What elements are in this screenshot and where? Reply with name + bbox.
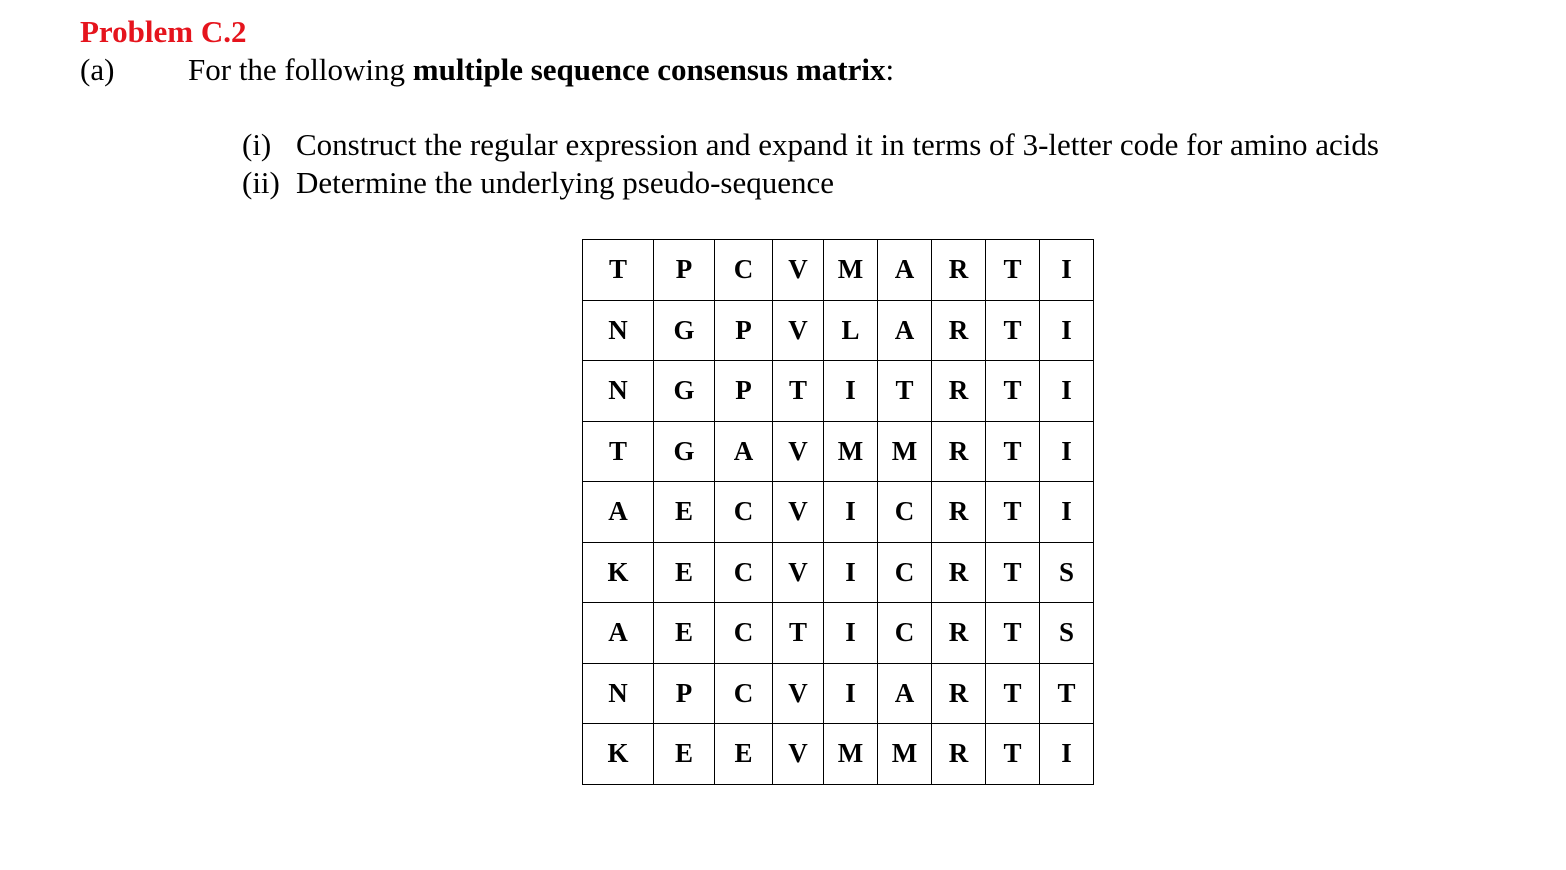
matrix-cell: V: [773, 724, 824, 785]
matrix-row: [583, 361, 1094, 422]
matrix-cell: T: [986, 240, 1040, 301]
matrix-cell: E: [715, 724, 773, 785]
matrix-cell: P: [654, 240, 715, 301]
matrix-cell: S: [1040, 603, 1094, 664]
matrix-cell: E: [654, 542, 715, 603]
matrix-cell: L: [824, 300, 878, 361]
matrix-cell: C: [715, 240, 773, 301]
matrix-cell: V: [773, 421, 824, 482]
matrix-cell: P: [715, 361, 773, 422]
matrix-cell: I: [1040, 421, 1094, 482]
matrix-cell: N: [583, 300, 654, 361]
matrix-cell: I: [824, 663, 878, 724]
matrix-row: [583, 603, 1094, 664]
matrix-cell: N: [583, 663, 654, 724]
matrix-cell: I: [824, 361, 878, 422]
subitem-text: Construct the regular expression and expand it in terms of 3-letter code for amino acids: [296, 127, 1379, 162]
matrix-cell: G: [654, 300, 715, 361]
matrix-cell: R: [932, 421, 986, 482]
matrix-row: [583, 240, 1094, 301]
matrix-cell: R: [932, 663, 986, 724]
matrix-cell: T: [773, 603, 824, 664]
matrix-row: [583, 300, 1094, 361]
matrix-cell: T: [583, 421, 654, 482]
subitem-number: (ii): [242, 165, 280, 200]
matrix-row: [583, 421, 1094, 482]
matrix-cell: R: [932, 603, 986, 664]
matrix-cell: N: [583, 361, 654, 422]
matrix-cell: T: [878, 361, 932, 422]
matrix-cell: T: [986, 300, 1040, 361]
part-instruction-prefix: For the following: [188, 52, 413, 87]
matrix-cell: A: [878, 300, 932, 361]
matrix-cell: C: [878, 603, 932, 664]
matrix-cell: R: [932, 482, 986, 543]
matrix-cell: C: [715, 482, 773, 543]
matrix-cell: A: [583, 603, 654, 664]
matrix-row: [583, 663, 1094, 724]
matrix-cell: I: [1040, 482, 1094, 543]
matrix-cell: P: [715, 300, 773, 361]
matrix-row: [583, 724, 1094, 785]
matrix-cell: T: [986, 603, 1040, 664]
matrix-cell: T: [773, 361, 824, 422]
matrix-cell: I: [1040, 361, 1094, 422]
matrix-cell: I: [1040, 240, 1094, 301]
subitem-ii: [242, 165, 834, 201]
matrix-cell: R: [932, 724, 986, 785]
matrix-cell: E: [654, 724, 715, 785]
matrix-cell: T: [986, 482, 1040, 543]
matrix-row: [583, 542, 1094, 603]
matrix-cell: C: [715, 542, 773, 603]
matrix-cell: A: [715, 421, 773, 482]
matrix-row: [583, 482, 1094, 543]
matrix-cell: V: [773, 482, 824, 543]
matrix-cell: C: [878, 542, 932, 603]
matrix-cell: T: [986, 361, 1040, 422]
matrix-cell: M: [824, 421, 878, 482]
matrix-cell: I: [1040, 300, 1094, 361]
matrix-cell: T: [986, 421, 1040, 482]
matrix-cell: R: [932, 300, 986, 361]
matrix-cell: R: [932, 240, 986, 301]
matrix-cell: V: [773, 663, 824, 724]
subitem-text: Determine the underlying pseudo-sequence: [296, 165, 835, 200]
matrix-cell: V: [773, 542, 824, 603]
matrix-cell: M: [878, 724, 932, 785]
matrix-cell: P: [654, 663, 715, 724]
part-label: (a): [80, 52, 115, 87]
matrix-body: [583, 240, 1094, 785]
problem-title: Problem C.2: [80, 14, 247, 49]
matrix-cell: M: [824, 724, 878, 785]
matrix-cell: E: [654, 482, 715, 543]
matrix-cell: A: [878, 663, 932, 724]
matrix-cell: A: [583, 482, 654, 543]
matrix-cell: I: [824, 603, 878, 664]
matrix-cell: E: [654, 603, 715, 664]
part-instruction-bold: multiple sequence consensus matrix: [412, 52, 886, 87]
consensus-matrix: [582, 239, 1094, 785]
matrix-cell: I: [824, 542, 878, 603]
matrix-cell: G: [654, 361, 715, 422]
matrix-cell: C: [715, 603, 773, 664]
matrix-cell: T: [986, 542, 1040, 603]
matrix-cell: T: [986, 724, 1040, 785]
matrix-cell: V: [773, 300, 824, 361]
matrix-cell: I: [824, 482, 878, 543]
matrix-cell: I: [1040, 724, 1094, 785]
matrix-cell: C: [878, 482, 932, 543]
matrix-cell: T: [1040, 663, 1094, 724]
matrix-cell: C: [715, 663, 773, 724]
matrix-cell: R: [932, 361, 986, 422]
matrix-cell: S: [1040, 542, 1094, 603]
matrix-cell: K: [583, 724, 654, 785]
subitem-i: [242, 127, 1379, 163]
matrix-cell: A: [878, 240, 932, 301]
matrix-cell: V: [773, 240, 824, 301]
matrix-cell: K: [583, 542, 654, 603]
subitem-number: (i): [242, 127, 272, 162]
matrix-cell: M: [824, 240, 878, 301]
matrix-cell: G: [654, 421, 715, 482]
matrix-cell: T: [986, 663, 1040, 724]
matrix-cell: R: [932, 542, 986, 603]
matrix-cell: T: [583, 240, 654, 301]
part-instruction: [188, 52, 894, 88]
part-instruction-suffix: :: [885, 52, 895, 87]
matrix-cell: M: [878, 421, 932, 482]
